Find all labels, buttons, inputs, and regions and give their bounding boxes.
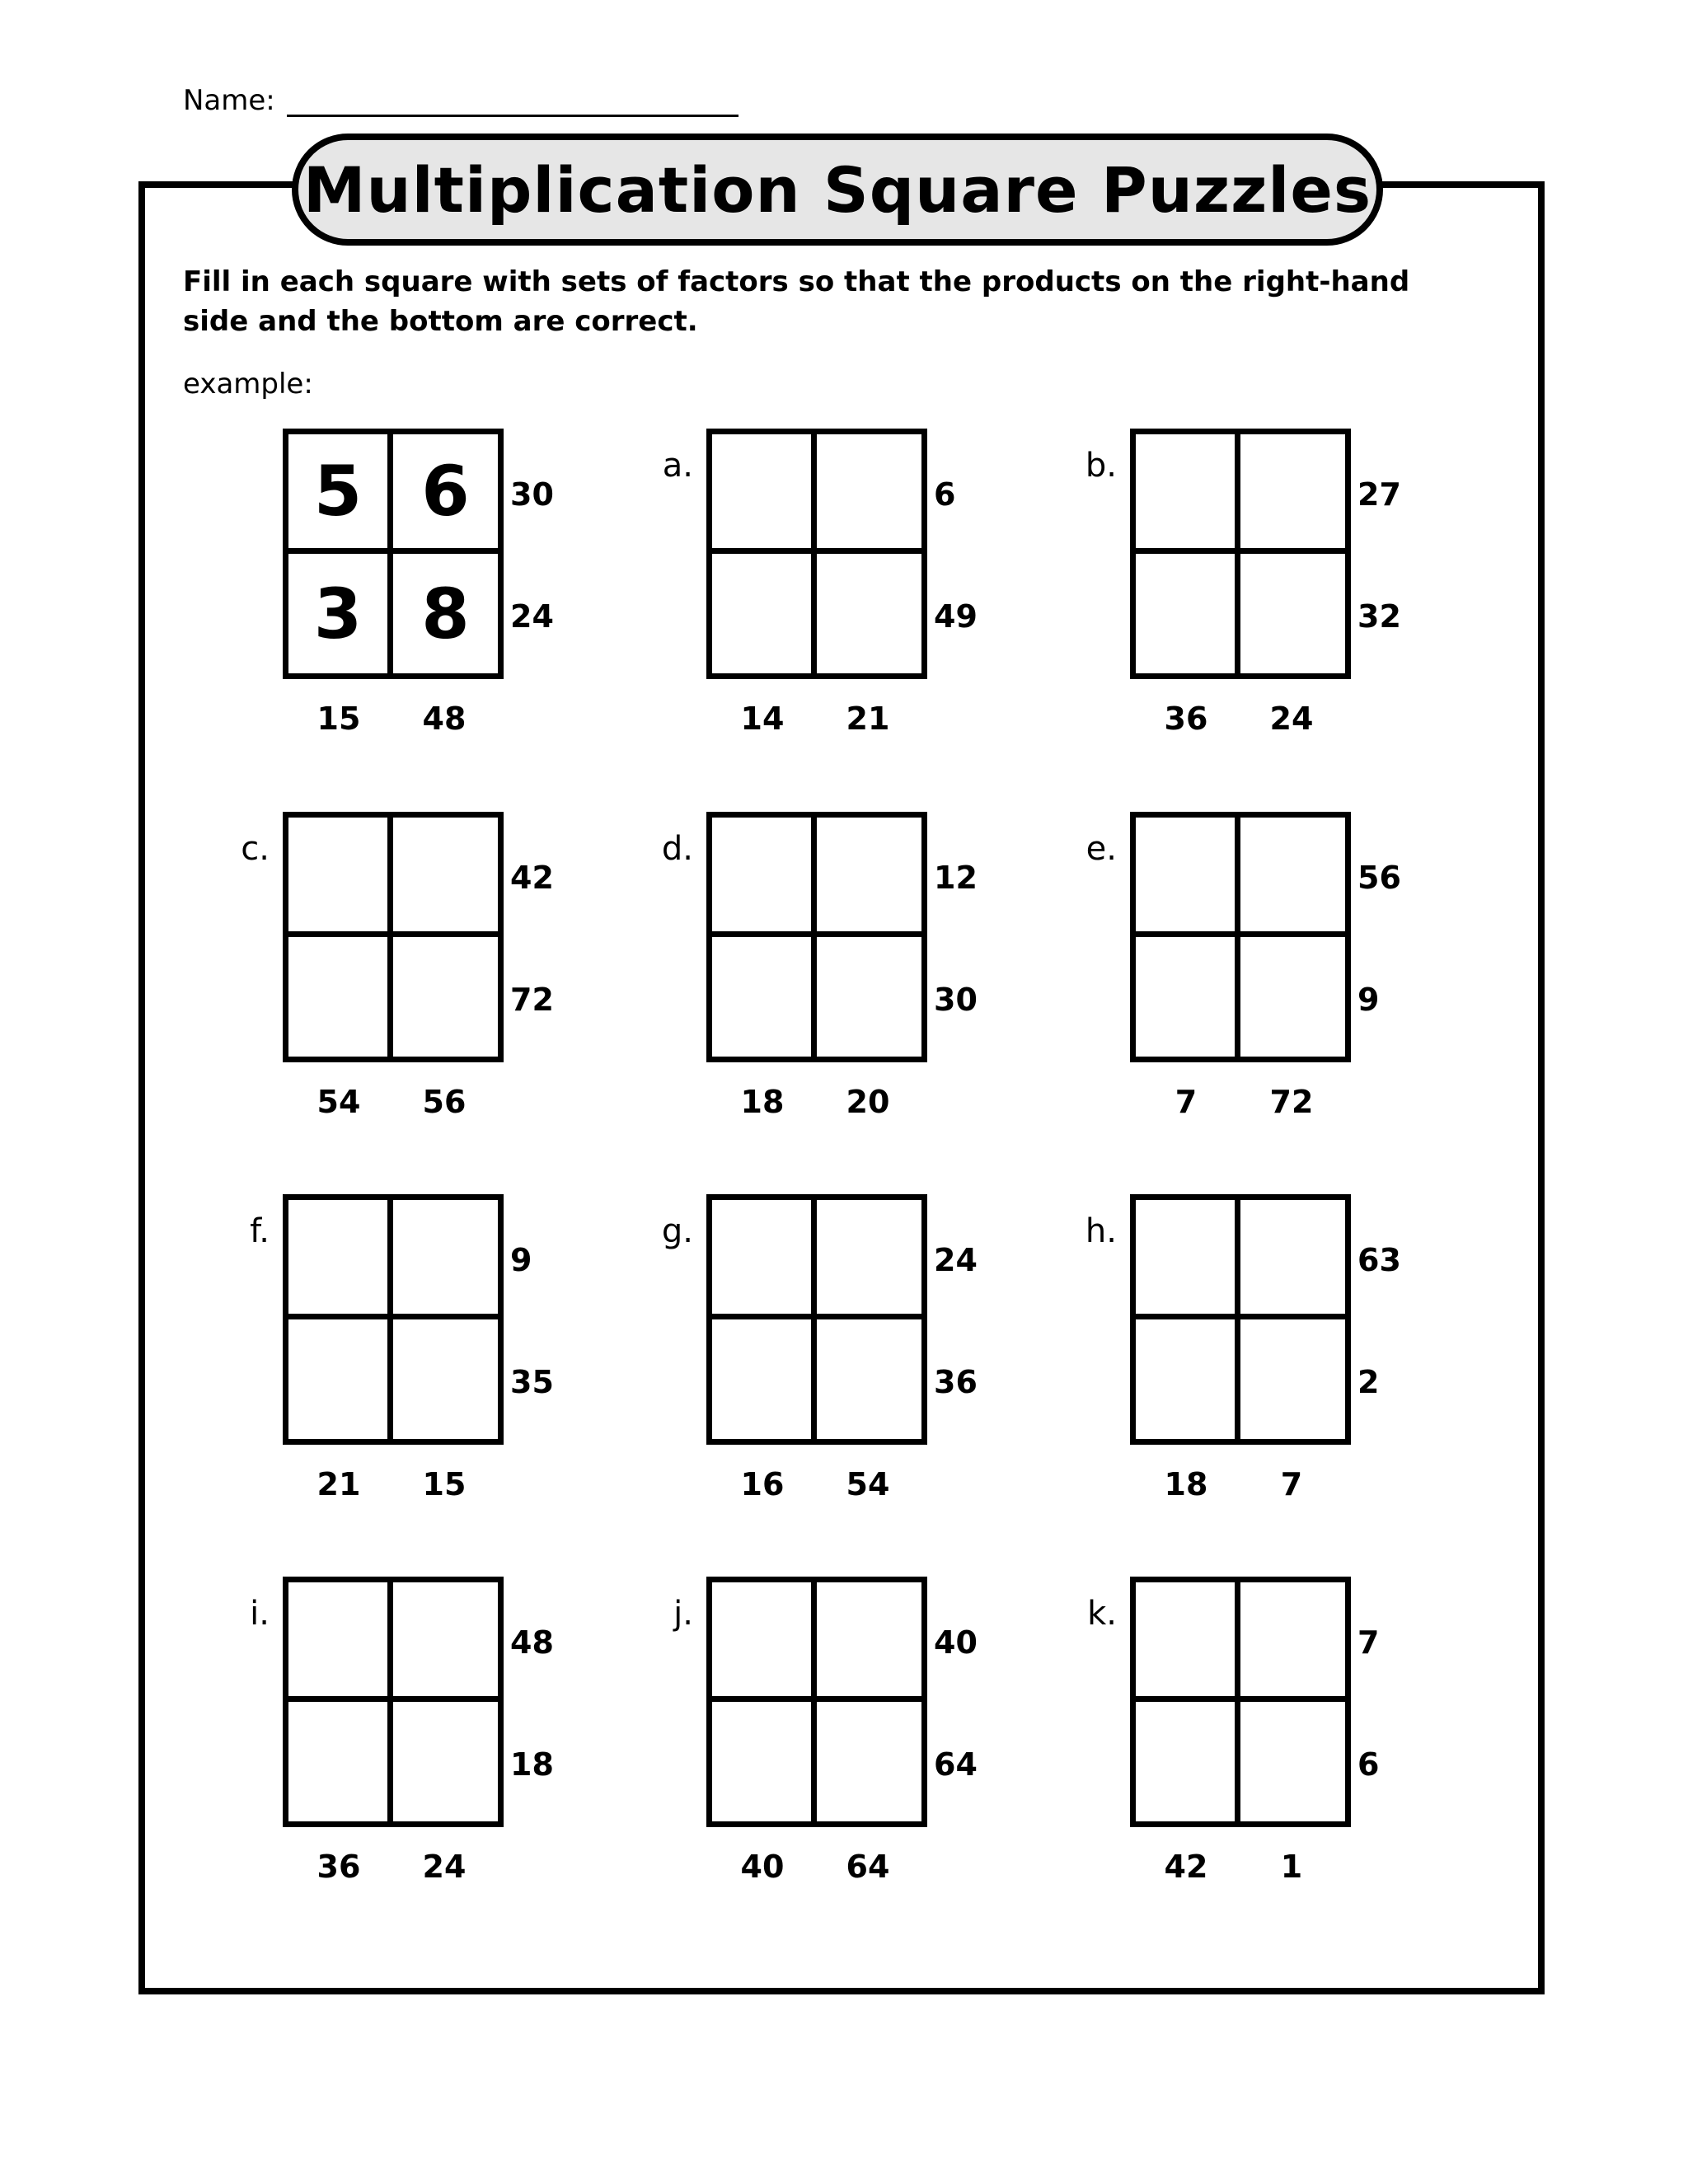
puzzle-cell[interactable] — [817, 937, 921, 1057]
column-product: 1 — [1280, 1849, 1303, 1885]
name-field[interactable] — [287, 90, 738, 117]
puzzle-cell[interactable] — [1240, 554, 1345, 673]
column-product: 18 — [1164, 1466, 1208, 1502]
puzzle-cell[interactable] — [712, 1200, 817, 1319]
row-product: 12 — [934, 860, 978, 896]
puzzle-cell[interactable] — [1240, 818, 1345, 937]
puzzle-cell[interactable] — [393, 818, 498, 937]
puzzle-cell[interactable] — [288, 937, 393, 1057]
puzzle-cell[interactable] — [1136, 1200, 1240, 1319]
puzzle-cell[interactable] — [288, 1702, 393, 1821]
name-row — [183, 84, 738, 117]
puzzle-cell[interactable] — [393, 1319, 498, 1439]
row-product: 18 — [510, 1746, 554, 1783]
row-product: 24 — [934, 1242, 978, 1278]
column-product: 24 — [1269, 701, 1314, 737]
column-product: 20 — [846, 1084, 890, 1120]
row-product: 32 — [1357, 598, 1401, 635]
column-product: 18 — [740, 1084, 785, 1120]
puzzle-d — [661, 812, 1003, 1141]
column-product: 14 — [740, 701, 785, 737]
puzzle-cell[interactable] — [1136, 1319, 1240, 1439]
row-product: 24 — [510, 598, 554, 635]
puzzle-cell[interactable] — [1240, 1582, 1345, 1702]
puzzle-letter: h. — [1085, 1212, 1117, 1250]
puzzle-cell[interactable] — [817, 1582, 921, 1702]
puzzle-grid — [283, 1577, 504, 1827]
puzzle-cell[interactable] — [1240, 434, 1345, 554]
puzzle-grid — [706, 1194, 927, 1445]
puzzle-cell: 5 — [288, 434, 393, 554]
puzzle-letter: c. — [241, 830, 270, 868]
puzzle-f — [250, 1194, 579, 1524]
puzzle-cell[interactable] — [817, 818, 921, 937]
example-label: example: — [183, 368, 313, 401]
row-product: 40 — [934, 1624, 978, 1661]
column-product: 64 — [846, 1849, 890, 1885]
example-puzzle — [283, 429, 579, 758]
puzzle-letter: g. — [661, 1212, 693, 1250]
puzzle-cell[interactable] — [817, 434, 921, 554]
row-product: 42 — [510, 860, 554, 896]
puzzle-cell: 6 — [393, 434, 498, 554]
puzzle-cell[interactable] — [712, 1582, 817, 1702]
puzzle-c — [241, 812, 579, 1141]
column-product: 40 — [740, 1849, 785, 1885]
column-product: 15 — [422, 1466, 467, 1502]
puzzle-grid — [1130, 1194, 1351, 1445]
puzzle-grid — [706, 1577, 927, 1827]
puzzle-cell[interactable] — [393, 1582, 498, 1702]
puzzle-b — [1085, 429, 1427, 758]
column-product: 36 — [1164, 701, 1208, 737]
column-product: 7 — [1280, 1466, 1303, 1502]
puzzle-h — [1085, 1194, 1427, 1524]
puzzle-grid — [283, 429, 504, 679]
puzzle-j — [673, 1577, 1003, 1906]
column-product: 48 — [422, 701, 467, 737]
puzzle-cell[interactable] — [712, 818, 817, 937]
puzzle-cell[interactable] — [1136, 1702, 1240, 1821]
column-product: 72 — [1269, 1084, 1314, 1120]
row-product: 64 — [934, 1746, 978, 1783]
column-product: 21 — [846, 701, 890, 737]
puzzle-cell[interactable] — [393, 1200, 498, 1319]
puzzle-cell[interactable] — [1136, 937, 1240, 1057]
puzzle-grid — [283, 1194, 504, 1445]
puzzle-cell[interactable] — [1240, 1200, 1345, 1319]
puzzle-cell[interactable] — [712, 554, 817, 673]
puzzle-cell[interactable] — [712, 1319, 817, 1439]
row-product: 63 — [1357, 1242, 1401, 1278]
column-product: 7 — [1175, 1084, 1198, 1120]
column-product: 24 — [422, 1849, 467, 1885]
row-product: 72 — [510, 982, 554, 1018]
puzzle-k — [1087, 1577, 1427, 1906]
puzzle-i — [250, 1577, 579, 1906]
puzzle-letter: k. — [1087, 1595, 1117, 1633]
column-product: 54 — [316, 1084, 361, 1120]
puzzle-letter: a. — [662, 447, 693, 485]
row-product: 30 — [934, 982, 978, 1018]
row-product: 35 — [510, 1364, 554, 1400]
puzzle-cell[interactable] — [1136, 554, 1240, 673]
puzzle-cell[interactable] — [1240, 1319, 1345, 1439]
puzzle-grid — [706, 429, 927, 679]
puzzle-cell[interactable] — [1136, 818, 1240, 937]
row-product: 6 — [1357, 1746, 1380, 1783]
puzzle-cell[interactable] — [817, 1200, 921, 1319]
row-product: 48 — [510, 1624, 554, 1661]
row-product: 2 — [1357, 1364, 1380, 1400]
puzzle-letter: j. — [673, 1595, 693, 1633]
puzzle-letter: d. — [661, 830, 693, 868]
puzzle-cell: 8 — [421, 573, 470, 654]
row-product: 6 — [934, 476, 956, 513]
puzzle-cell[interactable] — [1240, 937, 1345, 1057]
title-banner — [292, 134, 1383, 246]
column-product: 42 — [1164, 1849, 1208, 1885]
puzzle-cell[interactable] — [393, 937, 498, 1057]
row-product: 9 — [1357, 982, 1380, 1018]
puzzle-cell[interactable] — [817, 1319, 921, 1439]
puzzle-grid — [1130, 1577, 1351, 1827]
row-product: 30 — [510, 476, 554, 513]
puzzle-a — [662, 429, 1003, 758]
puzzle-cell[interactable] — [817, 1702, 921, 1821]
puzzle-grid — [706, 812, 927, 1062]
puzzle-cell[interactable] — [817, 554, 921, 673]
column-product: 56 — [422, 1084, 467, 1120]
row-product: 27 — [1357, 476, 1401, 513]
puzzle-cell[interactable] — [1136, 434, 1240, 554]
page-title: Multiplication Square Puzzles — [302, 152, 1372, 227]
column-product: 36 — [316, 1849, 361, 1885]
row-product: 56 — [1357, 860, 1401, 896]
puzzle-cell[interactable] — [393, 1702, 498, 1821]
puzzle-e — [1085, 812, 1427, 1141]
puzzle-cell[interactable] — [1136, 1582, 1240, 1702]
puzzle-cell[interactable] — [288, 1319, 393, 1439]
row-product: 36 — [934, 1364, 978, 1400]
puzzle-cell[interactable] — [288, 818, 393, 937]
puzzle-grid — [1130, 429, 1351, 679]
puzzle-grid — [1130, 812, 1351, 1062]
puzzle-cell[interactable] — [712, 937, 817, 1057]
column-product: 54 — [846, 1466, 890, 1502]
puzzle-cell[interactable] — [288, 1582, 393, 1702]
name-label: Name: — [183, 84, 275, 117]
column-product: 15 — [316, 701, 361, 737]
puzzle-cell[interactable] — [712, 434, 817, 554]
puzzle-cell: 3 — [288, 554, 393, 673]
instructions: Fill in each square with sets of factors so that the products on the right-hand side and the bottom are correct. — [183, 265, 1410, 338]
puzzle-letter: i. — [250, 1595, 270, 1633]
puzzle-grid — [283, 812, 504, 1062]
puzzle-g — [661, 1194, 1003, 1524]
column-product: 21 — [316, 1466, 361, 1502]
row-product: 49 — [934, 598, 978, 635]
puzzle-letter: e. — [1085, 830, 1117, 868]
puzzle-letter: f. — [250, 1212, 270, 1250]
row-product: 9 — [510, 1242, 532, 1278]
row-product: 7 — [1357, 1624, 1380, 1661]
column-product: 16 — [740, 1466, 785, 1502]
puzzle-letter: b. — [1085, 447, 1117, 485]
puzzle-cell[interactable] — [712, 1702, 817, 1821]
puzzle-cell[interactable] — [1240, 1702, 1345, 1821]
puzzle-cell[interactable] — [288, 1200, 393, 1319]
